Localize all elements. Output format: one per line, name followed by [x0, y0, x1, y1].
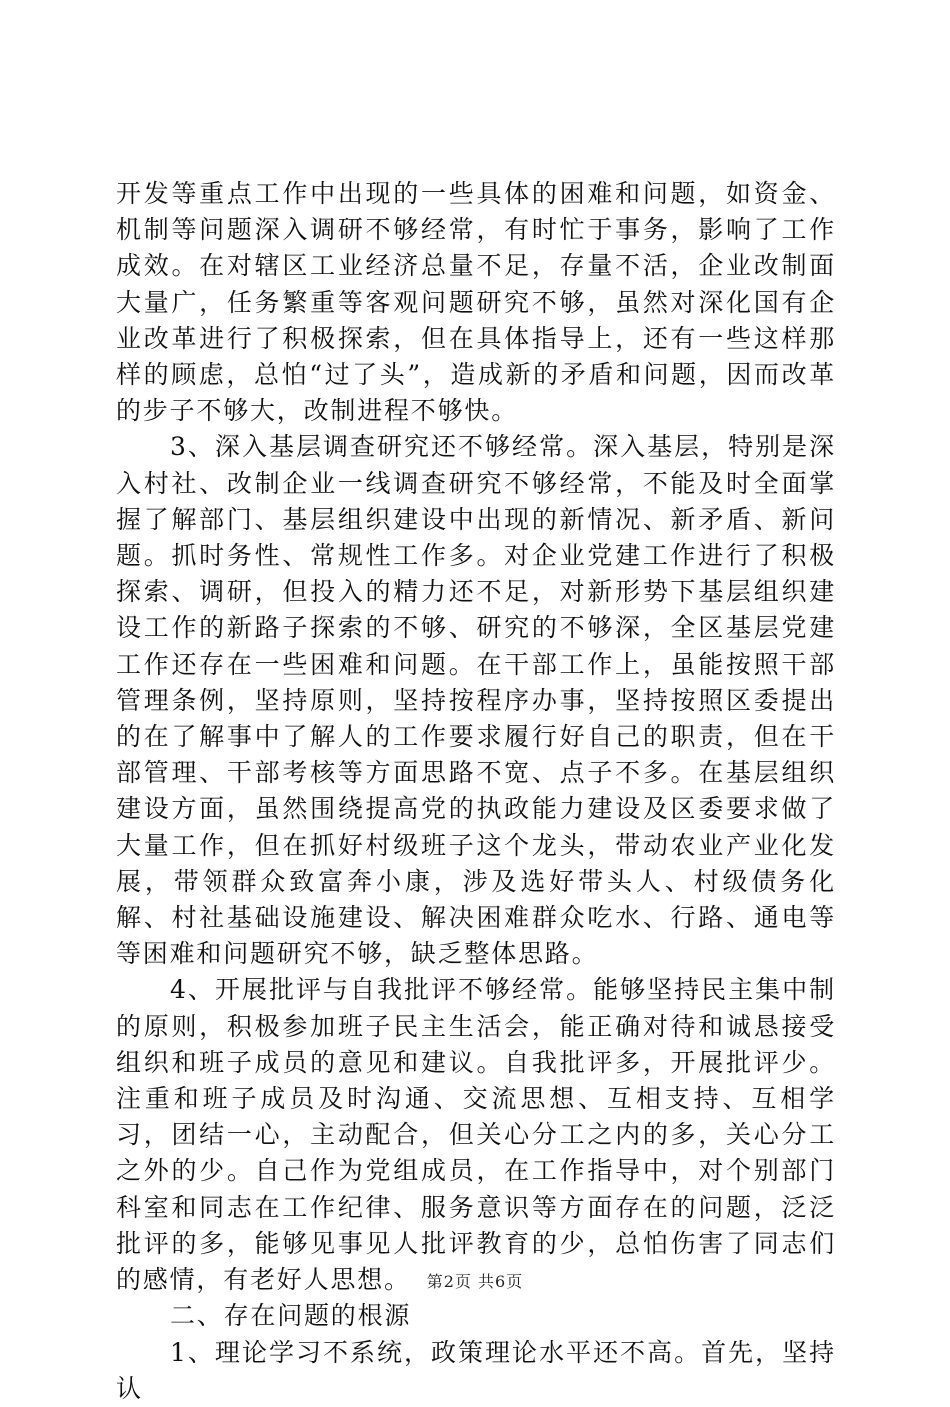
- paragraph-item-3: 3、深入基层调查研究还不够经常。深入基层，特别是深入村社、改制企业一线调查研究不够经常，不能及时全面掌握了解部门、基层组织建设中出现的新情况、新矛盾、新问题。抓时务性、常规性工作多。对企业党建工作进行了积极探索、调研，但投入的精力还不足，对新形势下基层组织建设工作的新路子探索的不够、研究的不够深，全区基层党建工作还存在一些困难和问题。在干部工作上，虽能按照干部管理条例，坚持原则，坚持按程序办事，坚持按照区委提出的在了解事中了解人的工作要求履行好自己的职责，但在干部管理、干部考核等方面思路不宽、点子不多。在基层组织建设方面，虽然围绕提高党的执政能力建设及区委要求做了大量工作，但在抓好村级班子这个龙头，带动农业产业化发展，带领群众致富奔小康，涉及选好带头人、村级债务化解、村社基础设施建设、解决困难群众吃水、行路、通电等等困难和问题研究不够，缺乏整体思路。: [116, 432, 836, 969]
- section-heading-2: 二、存在问题的根源: [170, 1301, 412, 1331]
- page-number-text: 第2页 共6页: [426, 1272, 524, 1291]
- paragraph-item-4: 4、开展批评与自我批评不够经常。能够坚持民主集中制的原则，积极参加班子民主生活会，能正确对待和诚恳接受组织和班子成员的意见和建议。自我批评多，开展批评少。注重和班子成员及时沟通、交流思想、互相支持、互相学习，团结一心，主动配合，但关心分工之内的多，关心分工之外的少。自己作为党组成员，在工作指导中，对个别部门科室和同志在工作纪律、服务意识等方面存在的问题，泛泛批评的多，能够见事见人批评教育的少，总怕伤害了同志们的感情，有老好人思想。: [116, 975, 836, 1295]
- page-footer: [0, 1272, 950, 1292]
- document-body: [116, 176, 836, 1407]
- paragraph-continuation: 开发等重点工作中出现的一些具体的困难和问题，如资金、机制等问题深入调研不够经常，有时忙于事务，影响了工作成效。在对辖区工业经济总量不足，存量不活，企业改制面大量广，任务繁重等客观问题研究不够，虽然对深化国有企业改革进行了积极探索，但在具体指导上，还有一些这样那样的顾虑，总怕“过了头”，造成新的矛盾和问题，因而改革的步子不够大，改制进程不够快。: [116, 179, 836, 426]
- paragraph-item-1: 1、理论学习不系统，政策理论水平还不高。首先，坚持认: [116, 1337, 836, 1403]
